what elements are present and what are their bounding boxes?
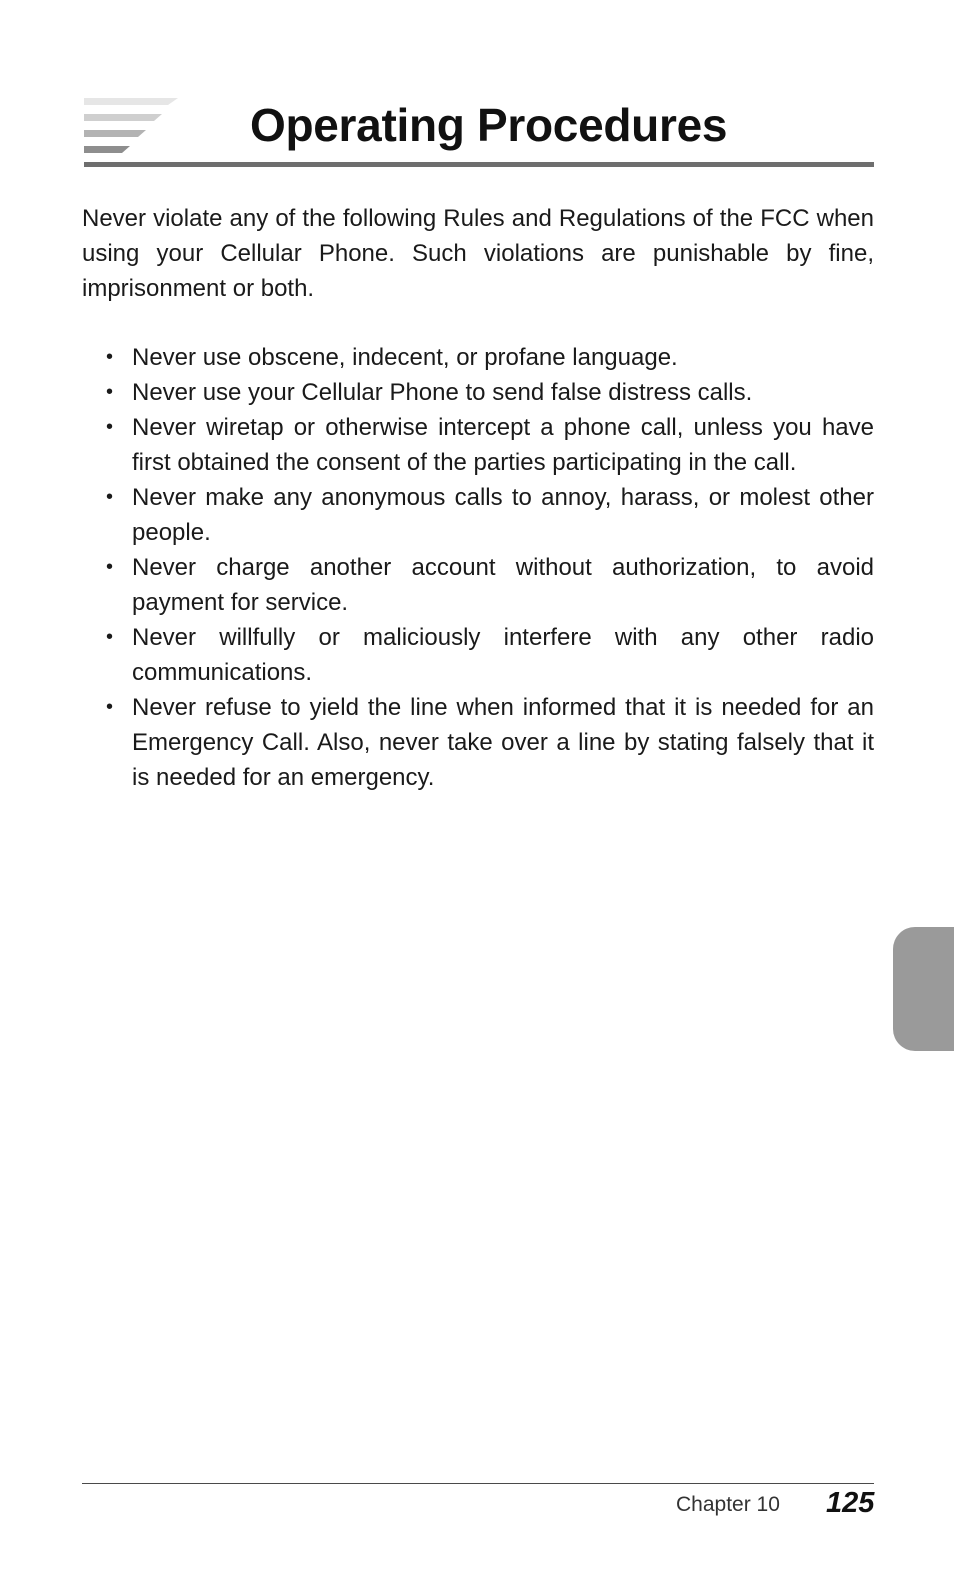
page-number: 125 [826, 1487, 875, 1519]
title-underline [84, 162, 874, 167]
rule-text: Never charge another account without authorization, to avoid payment for service. [132, 554, 874, 616]
bullet: • [106, 626, 114, 648]
bullet: • [106, 416, 114, 438]
rule-text: Never use obscene, indecent, or profane language. [132, 344, 678, 371]
chapter-tab [893, 927, 954, 1051]
rule-text: Never make any anonymous calls to annoy, harass, or molest other people. [132, 484, 874, 546]
bullet: • [106, 696, 114, 718]
intro-paragraph: Never violate any of the following Rules and Regulations of the FCC when using your Cellular Phone. Such violations are punishable by fine, imprisonment or both. [82, 205, 874, 302]
bullet: • [106, 346, 114, 368]
bullet: • [106, 486, 114, 508]
list-item [82, 550, 874, 620]
header-stripes-icon [84, 98, 180, 158]
list-item [82, 620, 874, 690]
list-item [82, 480, 874, 550]
list-item [82, 410, 874, 480]
list-item [82, 690, 874, 795]
page-title: Operating Procedures [250, 99, 728, 151]
footer-chapter-label: Chapter 10 [676, 1493, 780, 1516]
rule-text: Never willfully or maliciously interfere with any other radio communications. [132, 624, 874, 686]
rule-text: Never refuse to yield the line when informed that it is needed for an Emergency Call. Also, never take over a line by stating falsely that it is needed for an emergency. [132, 694, 874, 791]
list-item [82, 375, 874, 410]
bullet: • [106, 381, 114, 403]
rule-text: Never use your Cellular Phone to send false distress calls. [132, 379, 753, 406]
list-item [82, 340, 874, 375]
bullet: • [106, 556, 114, 578]
footer-rule [82, 1483, 874, 1484]
rules-list [82, 340, 874, 795]
rule-text: Never wiretap or otherwise intercept a phone call, unless you have first obtained the consent of the parties participating in the call. [132, 414, 874, 476]
